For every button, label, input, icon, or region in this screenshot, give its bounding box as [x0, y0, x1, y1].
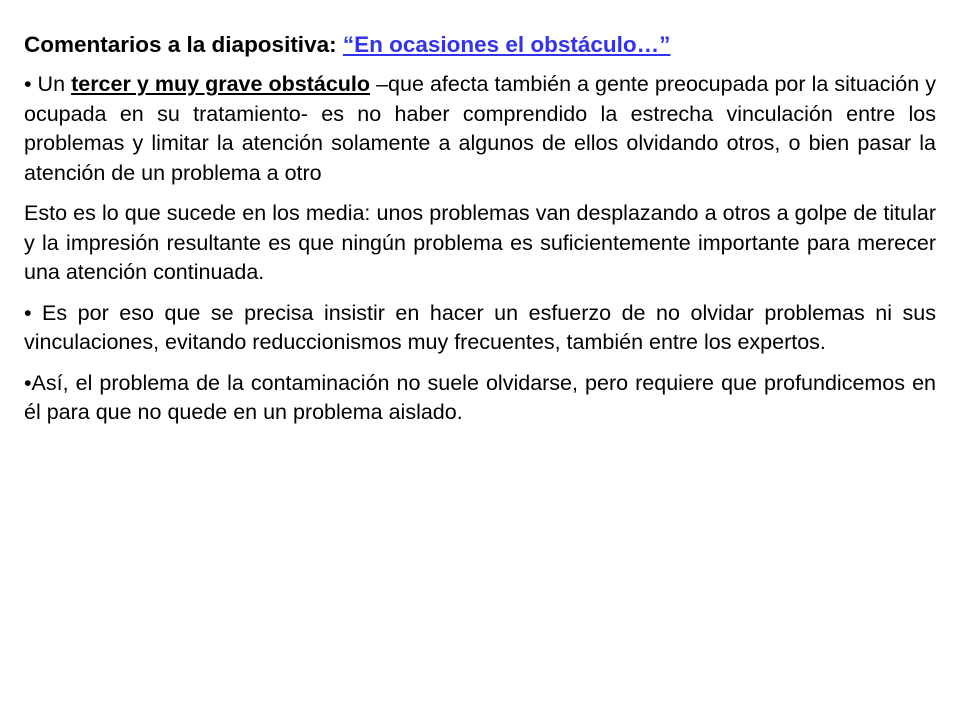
- paragraph-1-rest: –que afecta también a gente preocupada por la situación y ocupada en su tratamiento- es no haber comprendido la estrecha vinculación entre los problemas y limitar la atención solamente a algunos de ellos olvidando otros, o bien pasar la atención de un problema a otro: [24, 72, 936, 185]
- paragraph-4: [24, 369, 936, 428]
- title-prefix: Comentarios a la diapositiva:: [24, 32, 343, 57]
- paragraph-3-text: Es por eso que se precisa insistir en hacer un esfuerzo de no olvidar problemas ni sus vinculaciones, evitando reduccionismos muy frecuentes, también entre los expertos.: [24, 300, 936, 354]
- paragraph-4-text: Así, el problema de la contaminación no suele olvidarse, pero requiere que profundicemos en él para que no quede en un problema aislado.: [24, 370, 936, 424]
- paragraph-2-text: Esto es lo que sucede en los media: unos problemas van desplazando a otros a golpe de titular y la impresión resultante es que ningún problema es suficientemente importante para merecer una atención continuada.: [24, 201, 936, 284]
- bullet: •: [24, 72, 32, 96]
- paragraph-1-lead: Un: [31, 72, 72, 96]
- paragraph-3: [24, 299, 936, 358]
- paragraph-1-emphasis: tercer y muy grave obstáculo: [71, 72, 371, 96]
- bullet: •: [24, 370, 32, 395]
- paragraph-1: [24, 70, 936, 188]
- paragraph-2: [24, 199, 936, 288]
- bullet: •: [24, 300, 32, 325]
- slide: [24, 28, 936, 439]
- slide-title: [24, 28, 936, 62]
- title-link[interactable]: “En ocasiones el obstáculo…”: [342, 32, 671, 57]
